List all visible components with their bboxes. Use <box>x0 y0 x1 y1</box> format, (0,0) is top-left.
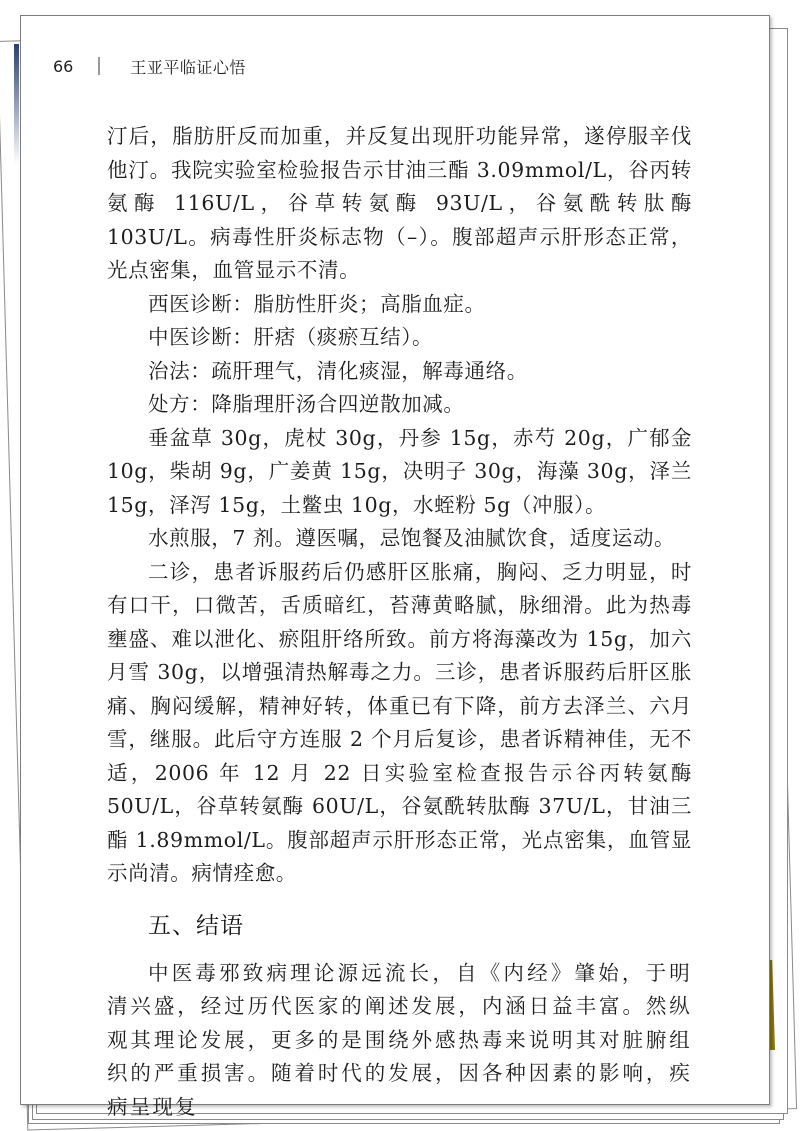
page-number: 66 <box>53 56 74 76</box>
paragraph-herb-list: 垂盆草 30g，虎杖 30g，丹参 15g，赤芍 20g，广郁金 10g，柴胡 9g，广姜黄 15g，决明子 30g，海藻 30g，泽兰 15g，泽泻 15g，土鳖虫 10g，水蛭粉 5g（冲服）。 <box>107 425 693 517</box>
paragraph: 汀后，脂肪肝反而加重，并反复出现肝功能异常，遂停服辛伐他汀。我院实验室检验报告示甘油三酯 3.09mmol/L，谷丙转氨酶 116U/L，谷草转氨酶 93U/L，谷氨酰转肽酶 103U/L。病毒性肝炎标志物（–）。腹部超声示肝形态正常，光点密集，血管显示不清。 <box>107 124 692 282</box>
cover-edge-decoration <box>14 44 19 164</box>
header-divider <box>98 57 100 75</box>
paragraph-conclusion: 中医毒邪致病理论源远流长，自《内经》肇始，于明清兴盛，经过历代医家的阐述发展，内涵日益丰富。然纵观其理论发展，更多的是围绕外感热毒来说明其对脏腑组织的严重损害。随着时代的发展，因各种因素的影响，疾病呈现复 <box>107 960 692 1119</box>
section-heading: 五、结语 <box>148 912 244 939</box>
paragraph-tcm-diagnosis: 中医诊断：肝痞（痰瘀互结）。 <box>148 325 434 349</box>
page-body <box>107 120 692 1124</box>
running-header <box>53 54 246 78</box>
book-title: 王亚平临证心悟 <box>130 57 246 77</box>
book-page <box>20 15 770 1119</box>
paragraph-follow-up: 二诊，患者诉服药后仍感肝区胀痛，胸闷、乏力明显，时有口干，口微苦，舌质暗红，苔薄黄略腻，脉细滑。此为热毒壅盛、难以泄化、瘀阻肝络所致。前方将海藻改为 15g，加六月雪 30g，以增强清热解毒之力。三诊，患者诉服药后肝区胀痛、胸闷缓解，精神好转，体重已有下降，前方去泽兰、六月雪，继服。此后守方连服 2 个月后复诊，患者诉精神佳，无不适，2006 年 12 月 22 日实验室检查报告示谷丙转氨酶 50U/L，谷草转氨酶 60U/L，谷氨酰转肽酶 37U/L，甘油三酯 1.89mmol/L。腹部超声示肝形态正常，光点密集，血管显示尚清。病情痊愈。 <box>107 559 692 885</box>
paragraph-dosage-instructions: 水煎服，7 剂。遵医嘱，忌饱餐及油腻饮食，适度运动。 <box>148 526 676 550</box>
paragraph-prescription: 处方：降脂理肝汤合四逆散加减。 <box>148 392 465 416</box>
paragraph-western-diagnosis: 西医诊断：脂肪性肝炎；高脂血症。 <box>148 291 486 316</box>
paragraph-treatment-method: 治法：疏肝理气，清化痰湿，解毒通络。 <box>148 358 528 383</box>
